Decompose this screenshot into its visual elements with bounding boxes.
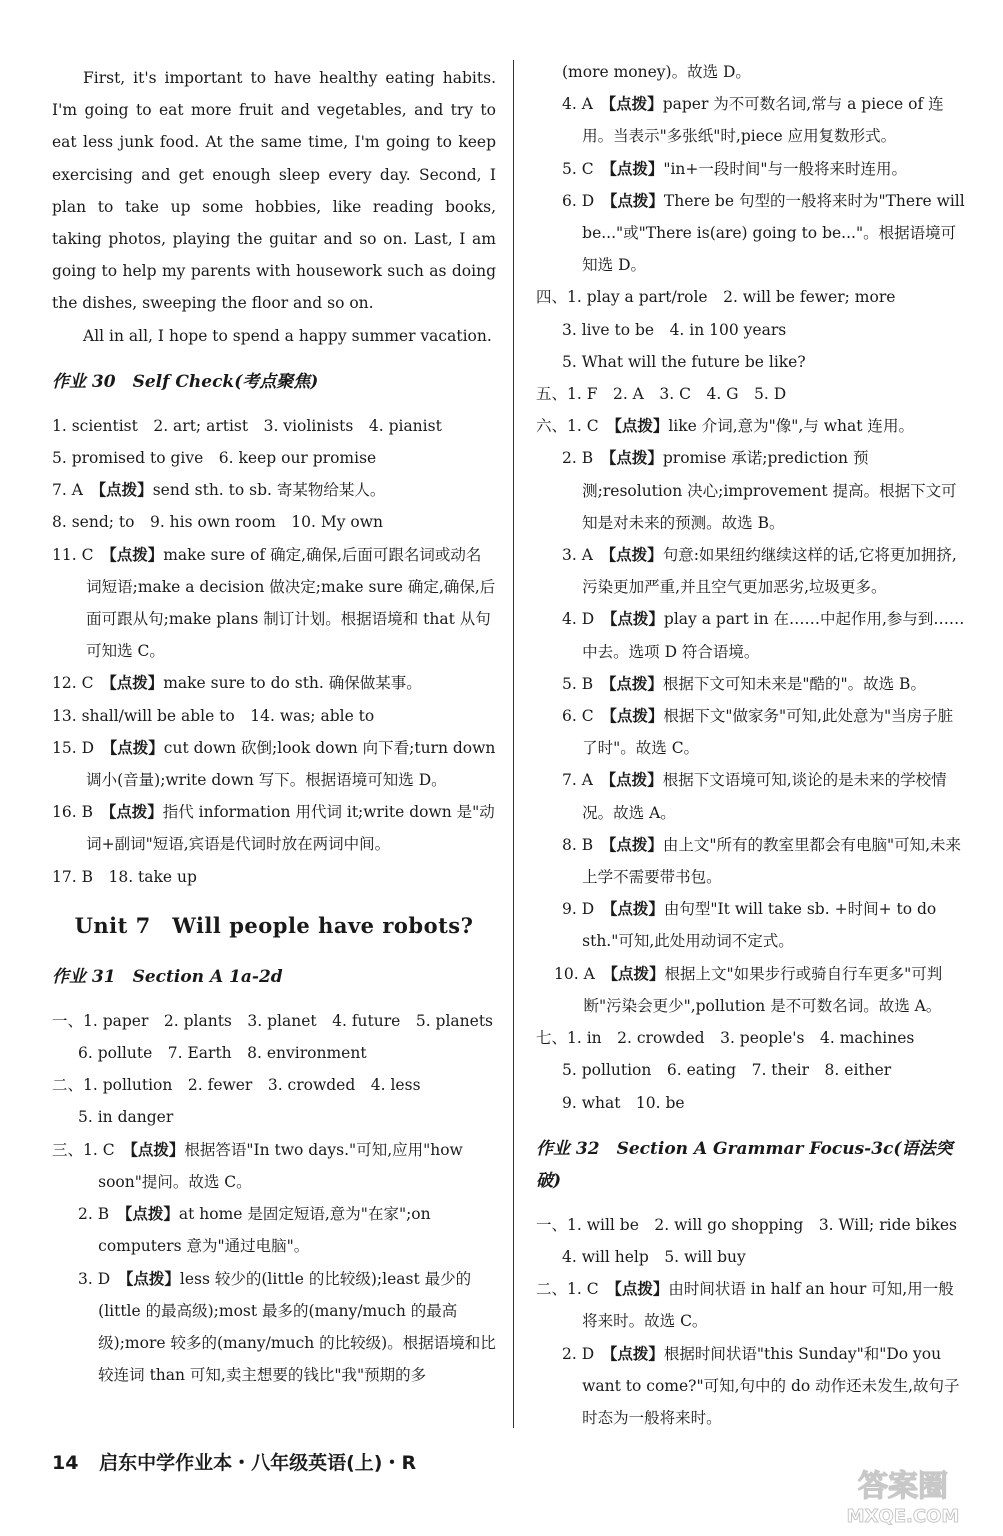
hint-marker: 【点拨】 bbox=[108, 544, 164, 564]
hint-marker: 【点拨】 bbox=[610, 963, 665, 983]
hint-marker: 【点拨】 bbox=[108, 673, 164, 693]
essay-paragraph-2: All in all, I hope to spend a happy summer vacation. bbox=[83, 326, 492, 345]
hw30-line-17-18: 17. B 18. take up bbox=[52, 867, 197, 886]
hw31-sec7-line-1: 七、1. in 2. crowded 3. people's 4. machines bbox=[536, 1029, 915, 1048]
hint-marker: 【点拨】 bbox=[609, 190, 664, 210]
hint-marker: 【点拨】 bbox=[608, 770, 663, 790]
hw30-line-13-14: 13. shall/will be able to 14. was; able to bbox=[52, 706, 375, 725]
hw31-sec3-item-1: 三、1. C 【点拨】根据答语"In two days."可知,应用"how soon"提问。故选 C。 bbox=[52, 1139, 463, 1191]
left-column bbox=[52, 62, 496, 1391]
hint-marker: 【点拨】 bbox=[108, 802, 163, 822]
hw31-sec6-item-2: 2. B 【点拨】promise 承诺;prediction 预测;resolution 决心;improvement 提高。根据下文可知是对未来的预测。故选 B。 bbox=[562, 448, 957, 532]
hw31-sec1-line-1: 一、1. paper 2. plants 3. planet 4. future 5. planets bbox=[52, 1011, 494, 1030]
hint-marker: 【点拨】 bbox=[614, 416, 669, 436]
hw30-line-2: 5. promised to give 6. keep our promise bbox=[52, 449, 377, 468]
hw31-sec3-item-3: 3. D 【点拨】less 较少的(little 的比较级);least 最少的(little 的最高级);most 最多的(many/much 的最高级);more 较多的(many/much 的比较级)。根据语境和比较连词 than 可知,卖主想要的钱比"我"预期的多 bbox=[78, 1268, 496, 1385]
hint-marker: 【点拨】 bbox=[608, 834, 663, 854]
hw31-sec2-line-2: 5. in danger bbox=[78, 1108, 174, 1127]
page-footer bbox=[52, 1448, 416, 1475]
hw31-sec4-line-2: 3. live to be 4. in 100 years bbox=[562, 320, 787, 339]
hw31-sec4-line-1: 四、1. play a part/role 2. will be fewer; more bbox=[536, 288, 896, 307]
watermark-logo-icon bbox=[818, 1462, 988, 1528]
hw31-sec3-item-2: 2. B 【点拨】at home 是固定短语,意为"在家";on computers 意为"通过电脑"。 bbox=[78, 1204, 431, 1256]
hw31-sec2-line-1: 二、1. pollution 2. fewer 3. crowded 4. less bbox=[52, 1076, 421, 1095]
hw31-sec6-item-4: 4. D 【点拨】play a part in 在……中起作用,参与到……中去。选项 D 符合语境。 bbox=[562, 609, 965, 661]
essay-paragraph-1: First, it's important to have healthy eating habits. I'm going to eat more fruit and vegetables, and try to eat less junk food. At the same time, I'm going to keep exercising and get enough sleep every day. Second, I plan to take up some hobbies, like reading books, taking photos, playing the guitar and so on. Last, I am going to help my parents with housework such as doing the dishes, sweeping the floor and so on. bbox=[52, 69, 496, 313]
right-column bbox=[536, 56, 968, 1434]
hint-marker: 【点拨】 bbox=[130, 1139, 185, 1159]
hint-marker: 【点拨】 bbox=[109, 737, 164, 757]
page-number: 14 bbox=[52, 1452, 79, 1474]
hw31-sec3-item-6: 6. D 【点拨】There be 句型的一般将来时为"There will be..."或"There is(are) going to be..."。根据语境可知选 D。 bbox=[562, 190, 965, 275]
hint-marker: 【点拨】 bbox=[609, 158, 664, 178]
hint-marker: 【点拨】 bbox=[609, 609, 664, 629]
watermark-text-line1: 答案圈 bbox=[858, 1469, 948, 1504]
hint-marker: 【点拨】 bbox=[609, 899, 664, 919]
hw30-line-3: 7. A 【点拨】send sth. to sb. 寄某物给某人。 bbox=[52, 480, 386, 500]
hint-marker: 【点拨】 bbox=[124, 1204, 179, 1224]
hint-marker: 【点拨】 bbox=[125, 1268, 180, 1288]
book-title: 启东中学作业本・八年级英语(上)・R bbox=[99, 1452, 417, 1474]
continued-answer: (more money)。故选 D。 bbox=[562, 63, 751, 81]
hw32-sec2-item-1: 二、1. C 【点拨】由时间状语 in half an hour 可知,用一般将来时。故选 C。 bbox=[536, 1279, 954, 1331]
hw31-sec6-item-10: 10. A 【点拨】根据上文"如果步行或骑自行车更多"可判断"污染会更少",pollution 是不可数名词。故选 A。 bbox=[554, 963, 943, 1015]
hw30-line-1: 1. scientist 2. art; artist 3. violinists 4. pianist bbox=[52, 416, 442, 435]
homework-30-heading: 作业 30 Self Check(考点聚焦) bbox=[52, 371, 319, 392]
hw30-item-12: 12. C 【点拨】make sure to do sth. 确保做某事。 bbox=[52, 673, 422, 693]
hw32-sec2-item-2: 2. D 【点拨】根据时间状语"this Sunday"和"Do you want to come?"可知,句中的 do 动作还未发生,故句子时态为一般将来时。 bbox=[562, 1343, 960, 1427]
hint-marker: 【点拨】 bbox=[608, 94, 663, 114]
watermark-logo bbox=[818, 1462, 988, 1528]
hw32-sec1-line-2: 4. will help 5. will buy bbox=[562, 1247, 746, 1266]
hw32-sec1-line-1: 一、1. will be 2. will go shopping 3. Will; ride bikes bbox=[536, 1215, 957, 1234]
hw31-sec6-item-5: 5. B 【点拨】根据下文可知未来是"酷的"。故选 B。 bbox=[562, 673, 926, 693]
hint-marker: 【点拨】 bbox=[608, 545, 663, 565]
hw31-sec4-line-3: 5. What will the future be like? bbox=[562, 352, 806, 371]
hw31-sec6-item-6: 6. C 【点拨】根据下文"做家务"可知,此处意为"当房子脏了时"。故选 C。 bbox=[562, 706, 954, 758]
unit-7-title: Unit 7 Will people have robots? bbox=[74, 912, 474, 938]
hint-marker: 【点拨】 bbox=[609, 1343, 664, 1363]
homework-31-heading: 作业 31 Section A 1a-2d bbox=[52, 966, 283, 987]
hint-marker: 【点拨】 bbox=[614, 1279, 669, 1299]
hw31-sec7-line-2: 5. pollution 6. eating 7. their 8. either bbox=[562, 1061, 892, 1080]
hw31-sec6-item-7: 7. A 【点拨】根据下文语境可知,谈论的是未来的学校情况。故选 A。 bbox=[562, 770, 947, 822]
hw31-sec6-item-3: 3. A 【点拨】句意:如果纽约继续这样的话,它将更加拥挤,污染更加严重,并且空气更加恶劣,垃圾更多。 bbox=[562, 545, 957, 597]
watermark-text-line2: MXQE.COM bbox=[846, 1506, 960, 1527]
hw31-sec7-line-3: 9. what 10. be bbox=[562, 1093, 685, 1112]
hw30-item-11: 11. C 【点拨】make sure of 确定,确保,后面可跟名词或动名词短语;make a decision 做决定;make sure 确定,确保,后面可跟从句;make plans 制订计划。根据语境和 that 从句可知选 C。 bbox=[52, 544, 496, 661]
hint-marker: 【点拨】 bbox=[608, 448, 663, 468]
hw30-item-16: 16. B 【点拨】指代 information 用代词 it;write down 是"动词+副词"短语,宾语是代词时放在两词中间。 bbox=[52, 802, 495, 854]
hw30-line-4: 8. send; to 9. his own room 10. My own bbox=[52, 513, 383, 532]
hint-marker: 【点拨】 bbox=[609, 706, 664, 726]
column-divider bbox=[513, 60, 514, 1428]
homework-32-heading: 作业 32 Section A Grammar Focus-3c(语法突破) bbox=[536, 1138, 953, 1191]
hw31-sec3-item-5: 5. C 【点拨】"in+一段时间"与一般将来时连用。 bbox=[562, 158, 908, 178]
hw31-sec6-item-1: 六、1. C 【点拨】like 介词,意为"像",与 what 连用。 bbox=[536, 416, 914, 436]
hw31-sec5: 五、1. F 2. A 3. C 4. G 5. D bbox=[536, 385, 787, 404]
hint-marker: 【点拨】 bbox=[608, 673, 663, 693]
hw31-sec6-item-8: 8. B 【点拨】由上文"所有的教室里都会有电脑"可知,未来上学不需要带书包。 bbox=[562, 834, 962, 887]
hw30-item-15: 15. D 【点拨】cut down 砍倒;look down 向下看;turn down 调小(音量);write down 写下。根据语境可知选 D。 bbox=[52, 737, 496, 790]
hw31-sec6-item-9: 9. D 【点拨】由句型"It will take sb. +时间+ to do sth."可知,此处用动词不定式。 bbox=[562, 899, 937, 951]
hint-marker: 【点拨】 bbox=[98, 480, 153, 500]
hw31-sec1-line-2: 6. pollute 7. Earth 8. environment bbox=[78, 1044, 367, 1063]
hw31-sec3-item-4: 4. A 【点拨】paper 为不可数名词,常与 a piece of 连用。当表示"多张纸"时,piece 应用复数形式。 bbox=[562, 94, 944, 146]
